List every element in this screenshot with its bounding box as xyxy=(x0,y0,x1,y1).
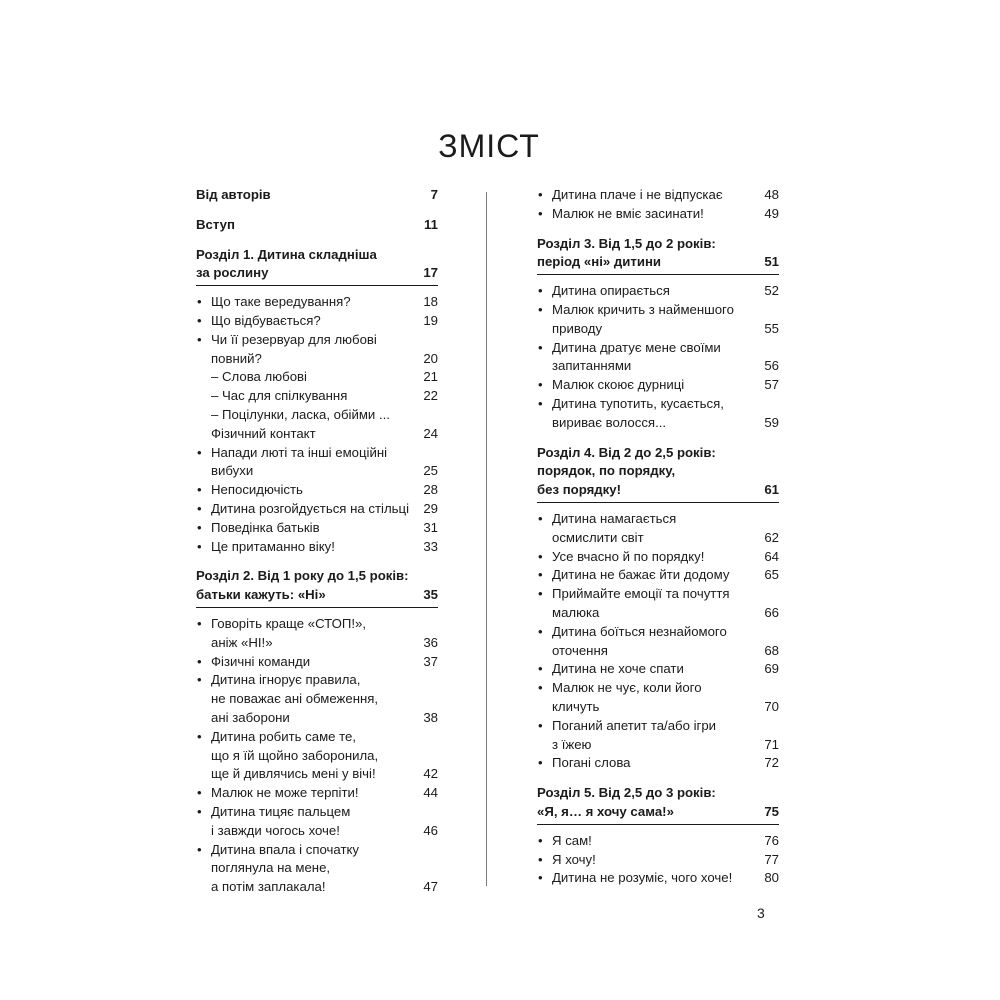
toc-entry-text: Розділ 1. Дитина складніша xyxy=(196,246,377,262)
toc-entry-text: вибухи xyxy=(211,463,254,479)
toc-page-number: 61 xyxy=(764,482,779,498)
toc-entry-text: • Дитина боїться незнайомого xyxy=(552,623,727,639)
toc-entry xyxy=(537,339,779,377)
toc-entry xyxy=(537,548,779,567)
toc-entry xyxy=(196,671,438,727)
toc-entry-text: вириває волосся... xyxy=(552,414,667,430)
toc-entry xyxy=(537,395,779,433)
toc-entry-text: • Малюк не чує, коли його xyxy=(552,680,702,696)
toc-page-number: 44 xyxy=(423,785,438,801)
toc-page-number: 20 xyxy=(423,350,438,366)
toc-page-number: 25 xyxy=(423,463,438,479)
toc-page-number: 52 xyxy=(764,283,779,299)
toc-entry-text: • Фізичні команди xyxy=(211,653,311,669)
column-divider xyxy=(486,192,487,886)
toc-entry xyxy=(537,851,779,870)
toc-section-heading xyxy=(196,567,438,608)
toc-entry-text: за рослину xyxy=(196,265,269,281)
toc-entry-text: Фізичний контакт xyxy=(211,425,316,441)
toc-section-heading xyxy=(537,444,779,503)
toc-page-number: 48 xyxy=(764,187,779,202)
toc-page-number: 64 xyxy=(764,548,779,564)
toc-entry-text: • Дитина тупотить, кусається, xyxy=(552,395,724,411)
toc-entry xyxy=(196,784,438,803)
toc-page-number: 76 xyxy=(764,832,779,848)
toc-entry-text: • Поганий апетит та/або ігри xyxy=(552,717,717,733)
toc-entry-text: а потім заплакала! xyxy=(211,879,326,895)
toc-section-heading xyxy=(537,784,779,825)
toc-entry xyxy=(537,205,779,224)
toc-entry-text: повний? xyxy=(211,350,262,366)
toc-left-column xyxy=(196,186,438,897)
toc-page-number: 33 xyxy=(423,538,438,554)
toc-entry xyxy=(537,679,779,717)
toc-page-number: 59 xyxy=(764,414,779,430)
toc-entry xyxy=(196,444,438,482)
toc-page-number: 69 xyxy=(764,661,779,677)
toc-entry-text: • Дитина робить саме те, xyxy=(211,728,357,744)
toc-page-number: 22 xyxy=(423,388,438,404)
toc-entry xyxy=(537,623,779,661)
toc-entry-text: • Чи її резервуар для любові xyxy=(211,331,377,347)
toc-entry-text: Від авторів xyxy=(196,187,271,202)
toc-entry-text: малюка xyxy=(552,604,600,620)
toc-page-number: 31 xyxy=(423,519,438,535)
toc-entry-text: батьки кажуть: «Ні» xyxy=(196,587,326,603)
toc-page-number: 37 xyxy=(423,653,438,669)
toc-entry-text: ані заборони xyxy=(211,709,290,725)
toc-entry-text: • Малюк скоює дурниці xyxy=(552,377,685,393)
toc-entry xyxy=(196,387,438,406)
toc-entry xyxy=(537,717,779,755)
toc-entry-text: • Я хочу! xyxy=(552,851,596,867)
toc-page-number: 36 xyxy=(423,634,438,650)
toc-page-number: 72 xyxy=(764,755,779,771)
toc-entry-text: Розділ 2. Від 1 року до 1,5 років: xyxy=(196,568,409,584)
toc-entry-text: – Поцілунки, ласка, обійми ... xyxy=(211,406,390,422)
toc-page-number: 47 xyxy=(423,879,438,895)
toc-entry-text: без порядку! xyxy=(537,482,621,498)
toc-page-number: 80 xyxy=(764,870,779,886)
toc-page-number: 55 xyxy=(764,320,779,336)
toc-page-number: 21 xyxy=(423,369,438,385)
toc-page-number: 68 xyxy=(764,642,779,658)
toc-page-number: 24 xyxy=(423,425,438,441)
toc-entry-text: • Малюк не може терпіти! xyxy=(211,785,359,801)
toc-entry-text: • Говоріть краще «СТОП!», xyxy=(211,615,367,631)
toc-entry-text: кличуть xyxy=(552,698,600,714)
toc-entry xyxy=(196,519,438,538)
toc-entry-text: • Я сам! xyxy=(552,832,592,848)
toc-page-number: 51 xyxy=(764,254,779,270)
toc-entry-text: • Дитина тицяє пальцем xyxy=(211,803,351,819)
toc-entry-text: • Дитина розгойдується на стільці xyxy=(211,500,409,516)
toc-entry xyxy=(196,481,438,500)
toc-entry xyxy=(537,566,779,585)
toc-entry-text: • Напади люті та інші емоційні xyxy=(211,444,388,460)
toc-right-column xyxy=(537,186,779,888)
toc-entry-text: • Дитина опирається xyxy=(552,283,670,299)
toc-entry xyxy=(196,615,438,653)
toc-entry-text: • Дитина не бажає йти додому xyxy=(552,567,730,583)
toc-page-number: 46 xyxy=(423,822,438,838)
toc-entry xyxy=(537,186,779,205)
toc-page-number: 49 xyxy=(764,205,779,221)
toc-entry-text: • Непосидючість xyxy=(211,482,303,498)
toc-entry xyxy=(537,376,779,395)
toc-entry xyxy=(537,585,779,623)
toc-entry-text: поглянула на мене, xyxy=(211,860,331,876)
toc-entry-text: • Це притаманно віку! xyxy=(211,538,335,554)
toc-page-number: 19 xyxy=(423,312,438,328)
toc-entry xyxy=(196,538,438,557)
toc-entry xyxy=(537,832,779,851)
toc-entry-text: приводу xyxy=(552,320,603,336)
toc-page-number: 56 xyxy=(764,358,779,374)
toc-entry-text: • Дитина дратує мене своїми xyxy=(552,339,721,355)
toc-entry xyxy=(196,803,438,841)
toc-page-number: 18 xyxy=(423,294,438,310)
toc-entry-text: Вступ xyxy=(196,216,235,232)
toc-entry-text: • Малюк не вміє засинати! xyxy=(552,205,704,221)
toc-entry-text: не поважає ані обмеження, xyxy=(211,691,379,707)
toc-section-heading xyxy=(196,246,438,287)
toc-entry-text: Розділ 4. Від 2 до 2,5 років: xyxy=(537,444,716,460)
toc-page-number: 17 xyxy=(423,265,438,281)
toc-entry xyxy=(196,500,438,519)
toc-entry-text: • Дитина впала і спочатку xyxy=(211,841,359,857)
toc-page-number: 35 xyxy=(423,587,438,603)
toc-entry-text: осмислити світ xyxy=(552,529,644,545)
toc-page-number: 75 xyxy=(764,803,779,819)
toc-entry-text: • Дитина не розуміє, чого хоче! xyxy=(552,870,733,886)
toc-page-number: 57 xyxy=(764,377,779,393)
toc-entry xyxy=(196,728,438,784)
toc-entry-text: «Я, я… я хочу сама!» xyxy=(537,803,674,819)
toc-section-heading xyxy=(196,216,438,235)
toc-entry xyxy=(196,368,438,387)
toc-entry-text: Розділ 5. Від 2,5 до 3 років: xyxy=(537,785,716,801)
toc-entry xyxy=(196,312,438,331)
toc-page-number: 11 xyxy=(424,216,438,232)
toc-page-number: 62 xyxy=(764,529,779,545)
toc-entry-text: аніж «НІ!» xyxy=(211,634,273,650)
toc-entry xyxy=(196,293,438,312)
toc-entry-text: порядок, по порядку, xyxy=(537,463,676,479)
toc-entry-text: запитаннями xyxy=(552,358,632,374)
toc-section-heading xyxy=(537,235,779,276)
toc-entry-text: • Дитина намагається xyxy=(552,510,677,526)
toc-entry xyxy=(537,282,779,301)
toc-entry-text: ще й дивлячись мені у вічі! xyxy=(211,766,376,782)
page-title: ЗМІСТ xyxy=(438,128,540,164)
toc-entry-text: – Слова любові xyxy=(211,369,307,385)
toc-entry-text: • Поведінка батьків xyxy=(211,519,320,535)
toc-entry xyxy=(537,869,779,888)
toc-page-number: 65 xyxy=(764,567,779,583)
toc-page-number: 38 xyxy=(423,709,438,725)
toc-entry xyxy=(196,653,438,672)
toc-page-number: 71 xyxy=(764,736,779,752)
toc-entry xyxy=(537,660,779,679)
toc-entry-text: Розділ 3. Від 1,5 до 2 років: xyxy=(537,235,716,251)
toc-entry-text: • Погані слова xyxy=(552,755,631,771)
toc-entry-text: • Усе вчасно й по порядку! xyxy=(552,548,705,564)
toc-entry xyxy=(537,301,779,339)
toc-entry-text: • Що таке вередування? xyxy=(211,294,351,310)
toc-entry-text: з їжею xyxy=(552,736,592,752)
toc-entry-text: • Що відбувається? xyxy=(211,312,321,328)
toc-entry-text: і завжди чогось хоче! xyxy=(211,822,340,838)
toc-entry xyxy=(196,841,438,897)
toc-entry-text: • Приймайте емоції та почуття xyxy=(552,586,730,602)
toc-entry-text: що я їй щойно заборонила, xyxy=(211,747,379,763)
toc-entry-text: • Дитина ігнорує правила, xyxy=(211,672,361,688)
toc-entry xyxy=(196,331,438,369)
toc-page-number: 70 xyxy=(764,698,779,714)
page-number: 3 xyxy=(757,905,765,921)
toc-entry-text: • Дитина не хоче спати xyxy=(552,661,684,677)
toc-entry xyxy=(537,754,779,773)
toc-page-number: 42 xyxy=(423,766,438,782)
toc-page-number: 66 xyxy=(764,604,779,620)
toc-entry xyxy=(537,510,779,548)
toc-page-number: 29 xyxy=(423,500,438,516)
toc-entry xyxy=(196,406,438,444)
toc-entry-text: оточення xyxy=(552,642,608,658)
toc-entry-text: • Дитина плаче і не відпускає xyxy=(552,187,723,202)
toc-entry-text: • Малюк кричить з найменшого xyxy=(552,301,734,317)
toc-entry-text: – Час для спілкування xyxy=(211,388,348,404)
toc-page-number: 77 xyxy=(764,851,779,867)
toc-page-number: 28 xyxy=(423,482,438,498)
toc-page-number: 7 xyxy=(430,187,438,202)
toc-section-heading xyxy=(196,186,438,205)
toc-entry-text: період «ні» дитини xyxy=(537,254,662,270)
